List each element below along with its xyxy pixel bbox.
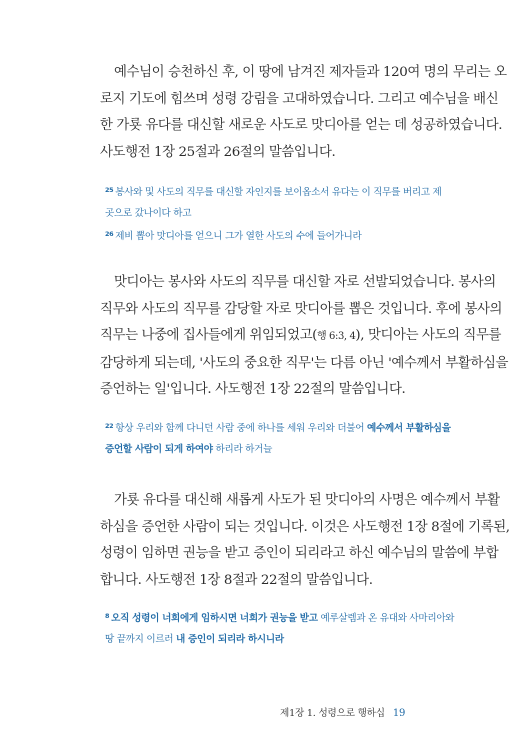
paragraph-text: 직무는 나중에 집사들에게 위임되었고( — [100, 328, 317, 343]
body-paragraph-3 — [100, 488, 510, 594]
verse-text: 제비 뽑아 맛디아를 얻으니 그가 열한 사도의 수에 들어가니라 — [115, 231, 362, 242]
paragraph-line: 감당하게 되는데, '사도의 중요한 직무'는 다름 아닌 '예수께서 부활하심을 — [100, 355, 509, 371]
verse-emphasis: 오직 성령이 너희에게 임하시면 너희가 권능을 받고 — [111, 613, 318, 624]
verse-line — [105, 224, 430, 247]
paragraph-line: 하심을 증언한 사람이 되는 것입니다. 이것은 사도행전 1장 8절에 기록된, — [100, 519, 510, 535]
verse-line — [105, 439, 430, 460]
paragraph-line: 성령이 임하면 권능을 받고 증인이 되리라고 하신 예수님의 말씀에 부합 — [100, 546, 499, 561]
verse-number: 22 — [105, 422, 114, 430]
verse-number: 8 — [105, 612, 110, 620]
paragraph-line: 예수님이 승천하신 후, 이 땅에 남겨진 제자들과 120여 명의 무리는 오 — [114, 65, 507, 80]
verse-text: 항상 우리와 함께 다니던 사람 중에 하나를 세워 우리와 더불어 — [115, 423, 367, 434]
paragraph-line: 한 가룟 유다를 대신할 새로운 사도로 맛디아를 얻는 데 성공하였습니다. — [100, 118, 503, 133]
verse-line — [105, 203, 430, 224]
verse-text: 곳으로 갔나이다 하고 — [105, 208, 192, 219]
paragraph-line: 합니다. 사도행전 1장 8절과 22절의 말씀입니다. — [100, 572, 373, 588]
verse-line — [105, 606, 455, 629]
scripture-reference: 행 6:3, 4 — [316, 331, 356, 342]
verse-emphasis: 예수께서 부활하심을 — [366, 423, 451, 434]
body-paragraph-2 — [100, 270, 509, 404]
paragraph-line: 증언하는 일'입니다. 사도행전 1장 22절의 말씀입니다. — [100, 382, 406, 397]
page-footer — [280, 705, 450, 719]
paragraph-line: 맛디아는 봉사와 사도의 직무를 대신할 자로 선발되었습니다. 봉사의 — [114, 275, 496, 290]
page-number: 19 — [392, 708, 406, 719]
verse-line — [105, 180, 442, 203]
verse-text: 땅 끝까지 이르러 — [105, 634, 177, 645]
verse-text: 하리라 하거늘 — [212, 444, 273, 455]
scripture-quote-3 — [105, 606, 455, 650]
scripture-quote-2 — [105, 416, 451, 460]
verse-line — [105, 416, 451, 439]
verse-number: 26 — [105, 230, 114, 238]
verse-number: 25 — [105, 186, 114, 194]
paragraph-line: 직무와 사도의 직무를 감당할 자로 맛디아를 뽑은 것입니다. 후에 봉사의 — [100, 301, 503, 317]
paragraph-line: 가룟 유다를 대신해 새롭게 사도가 된 맛디아의 사명은 예수께서 부활 — [114, 493, 500, 508]
paragraph-line — [100, 323, 502, 351]
verse-text: 예루살렘과 온 유대와 사마리아와 — [317, 613, 455, 624]
verse-emphasis: 증언할 사람이 되게 하여야 — [105, 444, 213, 455]
verse-line — [105, 629, 430, 650]
paragraph-line: 로지 기도에 힘쓰며 성령 강림을 고대하였습니다. 그리고 예수님을 배신 — [100, 91, 499, 107]
paragraph-line: 사도행전 1장 25절과 26절의 말씀입니다. — [100, 144, 336, 160]
verse-text: 봉사와 및 사도의 직무를 대신할 자인지를 보이옵소서 유다는 이 직무를 버리고 제 — [115, 187, 442, 198]
body-paragraph-1 — [100, 60, 507, 166]
scripture-quote-1 — [105, 180, 442, 247]
verse-emphasis: 내 증인이 되리라 하시니라 — [176, 634, 284, 645]
running-footer-chapter: 제1장 1. 성령으로 행하십 — [280, 708, 385, 719]
paragraph-text: ), 맛디아는 사도의 직무를 — [355, 328, 502, 343]
